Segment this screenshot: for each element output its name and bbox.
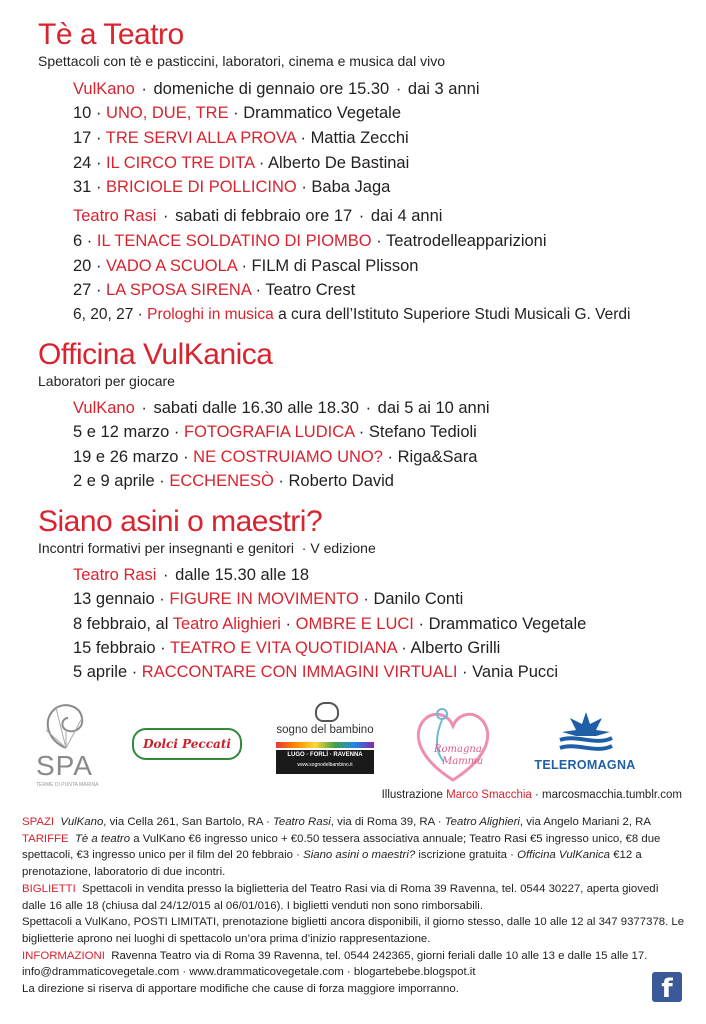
section-title: Siano asini o maestri? bbox=[38, 505, 323, 538]
event-row: 6, 20, 27 · Prologhi in musica a cura dell’Istituto Superiore Studi Musicali G. Verdi bbox=[73, 306, 631, 323]
section-officina-vulkanica bbox=[38, 338, 272, 390]
section-subtitle: Laboratori per giocare bbox=[38, 373, 175, 389]
schedule-line: VulKano · sabati dalle 16.30 alle 18.30 · dai 5 ai 10 anni bbox=[73, 399, 490, 417]
event-row: 19 e 26 marzo · NE COSTRUIAMO UNO? · Riga&Sara bbox=[73, 448, 478, 466]
dolci-peccati-logo: Dolci Peccati bbox=[132, 728, 242, 760]
schedule-line: Teatro Rasi · sabati di febbraio ore 17 · dai 4 anni bbox=[73, 207, 443, 225]
event-row: 5 aprile · RACCONTARE CON IMMAGINI VIRTUALI · Vania Pucci bbox=[73, 663, 559, 681]
section-title: Tè a Teatro bbox=[38, 18, 184, 51]
event-row: 20 · VADO A SCUOLA · FILM di Pascal Plisson bbox=[73, 257, 419, 275]
event-row: 2 e 9 aprile · ECCHENESÒ · Roberto David bbox=[73, 472, 394, 490]
schedule-line: VulKano · domeniche di gennaio ore 15.30 · dai 3 anni bbox=[73, 80, 480, 98]
section-te-a-teatro bbox=[38, 18, 445, 70]
spazi-paragraph: SPAZI VulKano, via Cella 261, San Bartolo, RA · Teatro Rasi, via di Roma 39, RA · Teatro Alighieri, via Angelo Mariani 2, RA bbox=[22, 816, 651, 828]
event-row: 5 e 12 marzo · FOTOGRAFIA LUDICA · Stefano Tedioli bbox=[73, 423, 477, 441]
posti-paragraph: Spettacoli a VulKano, POSTI LIMITATI, prenotazione biglietti ancora disponibili, il giorno stesso, dalle 10 alle 12 al 347 9377378. Le biglietterie aprono nei luoghi di spettacolo un’ora prima d’inizio rappresentazione. bbox=[22, 916, 685, 945]
direzione-note: La direzione si riserva di apportare modifiche che cause di forza maggiore imporranno. bbox=[22, 983, 459, 996]
romagna-mamma-logo: Romagna Mamma bbox=[408, 700, 498, 786]
shell-icon bbox=[36, 700, 96, 752]
event-row: 8 febbraio, al Teatro Alighieri · OMBRE E LUCI · Drammatico Vegetale bbox=[73, 615, 587, 633]
illustration-credit: Illustrazione Marco Smacchia · marcosmacchia.tumblr.com bbox=[381, 789, 682, 801]
sun-waves-icon bbox=[556, 710, 616, 754]
tariffe-paragraph: TARIFFE Tè a teatro a VulKano €6 ingresso unico + €0.50 tessera associativa annuale; Teatro Rasi €5 ingresso unico, €8 due spettacoli, €3 ingresso unico per il film del 20 febbraio · Siano asini o maestri? iscrizione gratuita · Officina VulKanica €12 a prenotazione, laboratorio di due incontri. bbox=[22, 832, 661, 879]
biglietti-paragraph: BIGLIETTI Spettacoli in vendita presso la biglietteria del Teatro Rasi via di Roma 39 Ravenna, tel. 0544 30227, aperta giovedì dalle 16 alle 18 (chiusa dal 24/12/015 al 06/01/016). I biglietti venduti non sono rimborsabili. bbox=[22, 882, 659, 912]
section-title: Officina VulKanica bbox=[38, 338, 273, 371]
heart-icon bbox=[408, 700, 498, 786]
event-row: 10 · UNO, DUE, TRE · Drammatico Vegetale bbox=[73, 104, 401, 122]
event-row: 24 · IL CIRCO TRE DITA · Alberto De Bastinai bbox=[73, 154, 410, 172]
rainbow-stripe bbox=[276, 742, 374, 748]
section-subtitle: Spettacoli con tè e pasticcini, laboratori, cinema e musica dal vivo bbox=[38, 53, 445, 69]
schedule-line: Teatro Rasi · dalle 15.30 alle 18 bbox=[73, 566, 310, 584]
event-row: 15 febbraio · TEATRO E VITA QUOTIDIANA · Alberto Grilli bbox=[73, 639, 501, 657]
sogno-del-bambino-logo: sogno del bambino LUGO · FORLÌ · RAVENNA www.sognodelbambino.it bbox=[270, 702, 380, 782]
section-subtitle: Incontri formativi per insegnanti e genitori · V edizione bbox=[38, 540, 376, 556]
event-row: 31 · BRICIOLE DI POLLICINO · Baba Jaga bbox=[73, 178, 391, 196]
event-row: 13 gennaio · FIGURE IN MOVIMENTO · Danilo Conti bbox=[73, 590, 464, 608]
facebook-icon[interactable]: f bbox=[652, 972, 682, 1002]
section-siano-asini bbox=[38, 505, 376, 557]
info-block bbox=[22, 814, 686, 998]
teleromagna-logo: TELEROMAGNA bbox=[520, 710, 650, 780]
event-row: 17 · TRE SERVI ALLA PROVA · Mattia Zecchi bbox=[73, 129, 409, 147]
sponsor-logos bbox=[30, 700, 680, 790]
event-row: 6 · IL TENACE SOLDATINO DI PIOMBO · Teatrodelleapparizioni bbox=[73, 232, 547, 250]
informazioni-paragraph: INFORMAZIONI Ravenna Teatro via di Roma 39 Ravenna, tel. 0544 242365, giorni feriali dalle 10 alle 13 e dalle 15 alle 17. bbox=[22, 949, 648, 962]
web-links[interactable]: info@drammaticovegetale.com · www.drammaticovegetale.com · blogartebebe.blogspot.it bbox=[22, 966, 476, 979]
event-row: 27 · LA SPOSA SIRENA · Teatro Crest bbox=[73, 281, 356, 299]
bear-icon bbox=[315, 702, 339, 722]
spa-logo: SPA TERME DI PUNTA MARINA bbox=[30, 700, 110, 790]
